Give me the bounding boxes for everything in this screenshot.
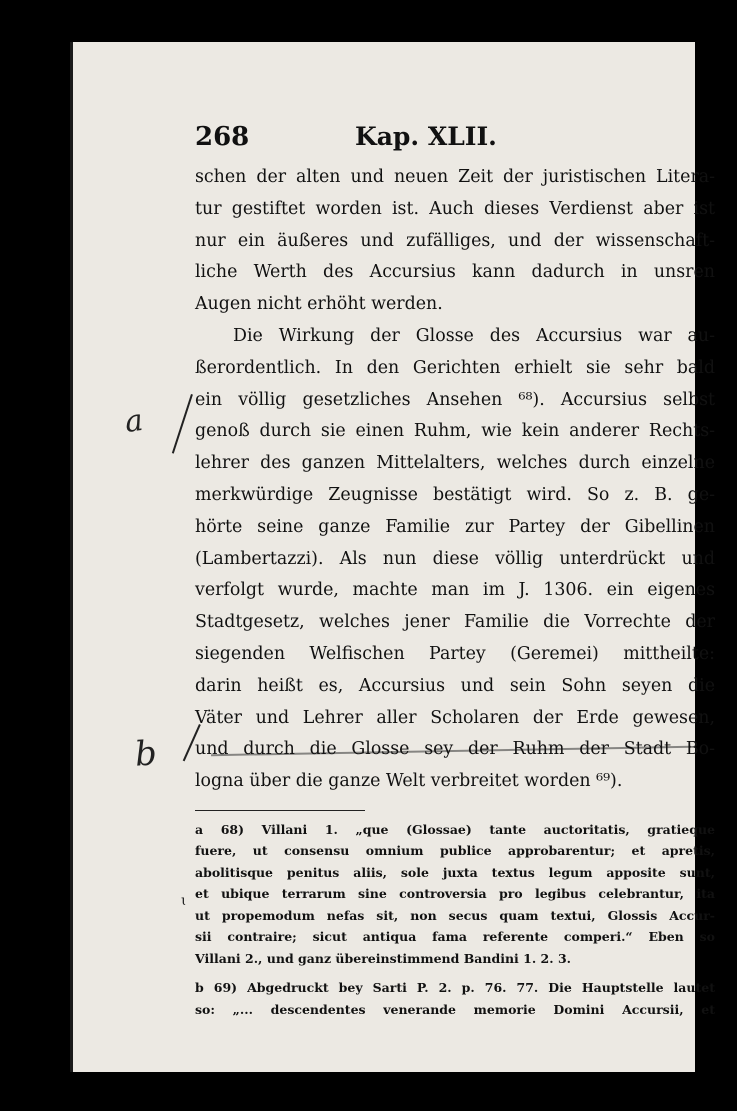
text-line: verfolgt wurde, machte man im J. 1306. ein eigenes <box>195 580 715 601</box>
text-line: schen der alten und neuen Zeit der juristischen Litera- <box>195 167 715 187</box>
footnotes <box>195 819 715 1021</box>
running-header <box>195 122 715 162</box>
text-line: (Lambertazzi). Als nun diese völlig unterdrückt und <box>195 548 715 569</box>
text-line: Stadtgesetz, welches jener Familie die Vorrechte der <box>195 612 715 633</box>
book-page <box>70 42 715 1072</box>
footnote-line: ut propemodum nefas sit, non secus quam textui, Glossis Accur- <box>195 907 715 923</box>
footnote-line: a 68) Villani 1. „que (Glossae) tante auctoritatis, gratieque <box>195 821 715 837</box>
text-line: Die Wirkung der Glosse des Accursius war au- <box>233 325 715 346</box>
text-line: Väter und Lehrer aller Scholaren der Erde gewesen, <box>195 707 715 728</box>
text-line: liche Werth des Accursius kann dadurch in unsren <box>195 262 715 283</box>
margin-annotation-b: b <box>133 733 159 775</box>
text-line: genoß durch sie einen Ruhm, wie kein anderer Rechts- <box>195 421 715 442</box>
page-number: 268 <box>195 122 250 152</box>
footnote-rule <box>195 810 365 811</box>
margin-annotation-a: a <box>122 402 146 441</box>
text-line: hörte seine ganze Familie zur Partey der Gibellinen <box>195 516 715 537</box>
text-line: und durch die Glosse sey der Ruhm der Stadt Bo- <box>195 739 715 760</box>
footnote-line: b 69) Abgedruckt bey Sarti P. 2. p. 76. 77. Die Hauptstelle lautet <box>195 980 715 996</box>
footnote-line: abolitisque penitus aliis, sole juxta textus legum apposite sunt, <box>195 864 715 880</box>
body-text <box>195 162 715 798</box>
text-line: tur gestiftet worden ist. Auch dieses Verdienst aber ist <box>195 198 715 219</box>
text-line: ßerordentlich. In den Gerichten erhielt sie sehr bald <box>195 357 715 378</box>
text-line: logna über die ganze Welt verbreitet worden ⁶⁹). <box>195 771 623 792</box>
text-line: darin heißt es, Accursius und sein Sohn seyen die <box>195 675 715 696</box>
footnote-line: Villani 2., und ganz übereinstimmend Bandini 1. 2. 3. <box>195 950 571 966</box>
footnote-68 <box>195 819 715 970</box>
margin-mark: ɩ <box>181 893 187 909</box>
text-line: ein völlig gesetzliches Ansehen ⁶⁸). Accursius selbst <box>195 389 715 410</box>
text-line: lehrer des ganzen Mittelalters, welches durch einzelne <box>195 453 715 474</box>
chapter-title: Kap. XLII. <box>355 122 497 151</box>
text-line: siegenden Welfischen Partey (Geremei) mittheilte: <box>195 643 715 664</box>
text-line: nur ein äußeres und zufälliges, und der wissenschaft- <box>195 230 715 251</box>
footnote-line: et ubique terrarum sine controversia pro legibus celebrantur, ita <box>195 886 715 902</box>
footnote-line: sii contraire; sicut antiqua fama referente comperi.“ Eben so <box>195 929 715 945</box>
footnote-line: so: „... descendentes venerande memorie Domini Accursii, et <box>195 1001 715 1017</box>
footnote-line: fuere, ut consensu omnium publice approbarentur; et apretis, <box>195 843 715 859</box>
footnote-69 <box>195 977 715 1020</box>
text-block <box>195 122 715 1020</box>
text-line: merkwürdige Zeugnisse bestätigt wird. So z. B. ge- <box>195 484 715 505</box>
margin-stroke <box>172 394 193 454</box>
text-line: Augen nicht erhöht werden. <box>195 294 443 315</box>
